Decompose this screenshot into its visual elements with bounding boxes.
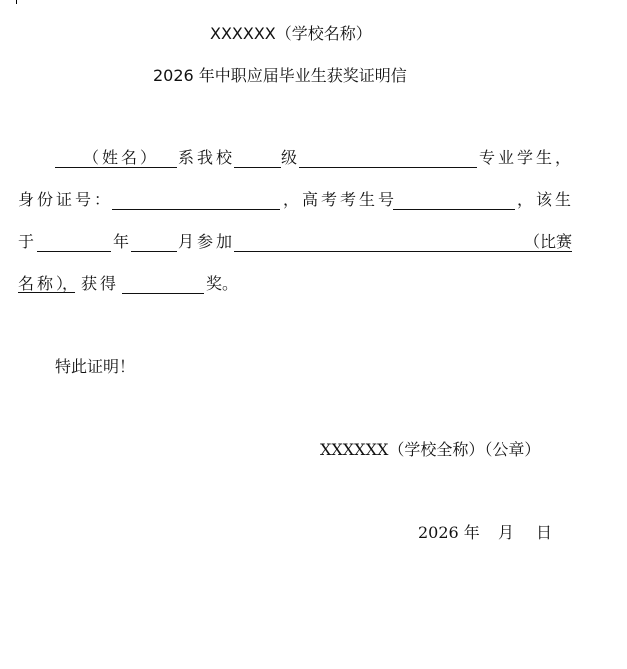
id-number-label: 身份证号： [18, 190, 114, 209]
line4-text-b: ，获得 [62, 274, 120, 293]
document-title: 2026 年中职应届毕业生获奖证明信 [153, 66, 407, 85]
award-level-blank[interactable] [122, 293, 204, 294]
month-blank[interactable] [131, 251, 177, 252]
exam-number-blank[interactable] [393, 209, 515, 210]
year-blank[interactable] [37, 251, 111, 252]
date-month: 月 [498, 523, 515, 542]
school-name-heading: XXXXXX（学校名称） [210, 24, 372, 43]
date-year: 2026 年 [418, 523, 480, 542]
grade-year-blank[interactable] [234, 167, 281, 168]
line1-text-c: 专业学生， [479, 148, 575, 167]
line3-text-c: 月参加 [178, 232, 236, 251]
major-blank[interactable] [299, 167, 477, 168]
text-cursor [16, 0, 17, 4]
line1-text-b: 级 [281, 148, 298, 167]
line1-text-a: 系我校 [178, 148, 236, 167]
line3-text-b: 年 [113, 232, 130, 251]
school-seal-line: XXXXXX（学校全称）（公章） [320, 440, 541, 459]
competition-name-blank[interactable] [234, 251, 572, 252]
line3-text-d: （比赛 [524, 232, 573, 251]
id-number-blank[interactable] [112, 209, 280, 210]
line2-text-a: ，高考考生号 [283, 190, 398, 209]
line3-text-a: 于 [18, 232, 35, 251]
line4-text-c: 奖。 [206, 274, 239, 293]
name-placeholder: （姓名） [83, 148, 160, 167]
date-day: 日 [536, 523, 553, 542]
closing-statement: 特此证明！ [55, 357, 136, 376]
line2-text-b: ，该生 [517, 190, 575, 209]
line4-text-a: 名称） [18, 274, 76, 293]
